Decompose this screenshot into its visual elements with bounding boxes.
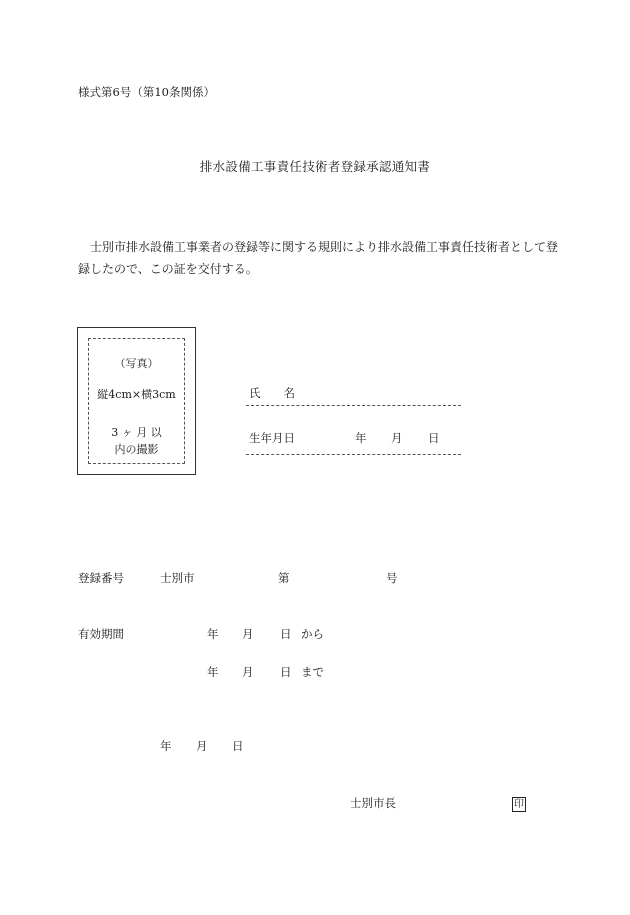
photo-box	[77, 327, 196, 475]
validity-label: 有効期間	[78, 627, 124, 641]
registration-dai: 第	[278, 571, 290, 585]
validity-until-month: 月	[242, 665, 254, 679]
birth-day-unit: 日	[428, 431, 440, 445]
name-label: 氏 名	[249, 386, 295, 400]
issue-month-unit: 月	[196, 739, 208, 753]
birth-date-line	[246, 454, 461, 455]
photo-placeholder	[88, 338, 185, 464]
body-text	[78, 236, 558, 280]
photo-note-line-2: 内の撮影	[114, 443, 159, 456]
name-line	[246, 405, 461, 406]
validity-until-day: 日	[280, 665, 292, 679]
issue-day-unit: 日	[232, 739, 244, 753]
document-title: 排水設備工事責任技術者登録承認通知書	[199, 159, 431, 174]
registration-go: 号	[386, 571, 398, 585]
form-number: 様式第6号（第10条関係）	[78, 85, 215, 99]
birth-month-unit: 月	[391, 431, 403, 445]
registration-city: 士別市	[160, 571, 195, 585]
issuer-title: 士別市長	[350, 796, 396, 810]
issue-year-unit: 年	[160, 739, 172, 753]
validity-from-text: から	[301, 627, 324, 641]
validity-until-year: 年	[207, 665, 219, 679]
body-line-2: 録したので、この証を交付する。	[78, 262, 258, 276]
birth-year-unit: 年	[355, 431, 367, 445]
validity-until-text: まで	[301, 665, 324, 679]
validity-from-day: 日	[280, 627, 292, 641]
birth-date-label: 生年月日	[249, 431, 295, 445]
photo-note-line-1: 3 ヶ 月 以	[111, 426, 162, 439]
validity-from-year: 年	[207, 627, 219, 641]
photo-heading: （写真）	[114, 357, 159, 370]
seal-mark: 印	[514, 799, 524, 810]
body-line-1: 士別市排水設備工事業者の登録等に関する規則により排水設備工事責任技術者として登	[90, 240, 559, 254]
registration-label: 登録番号	[78, 571, 124, 585]
validity-from-month: 月	[242, 627, 254, 641]
photo-size: 縦4cm×横3cm	[97, 388, 176, 401]
